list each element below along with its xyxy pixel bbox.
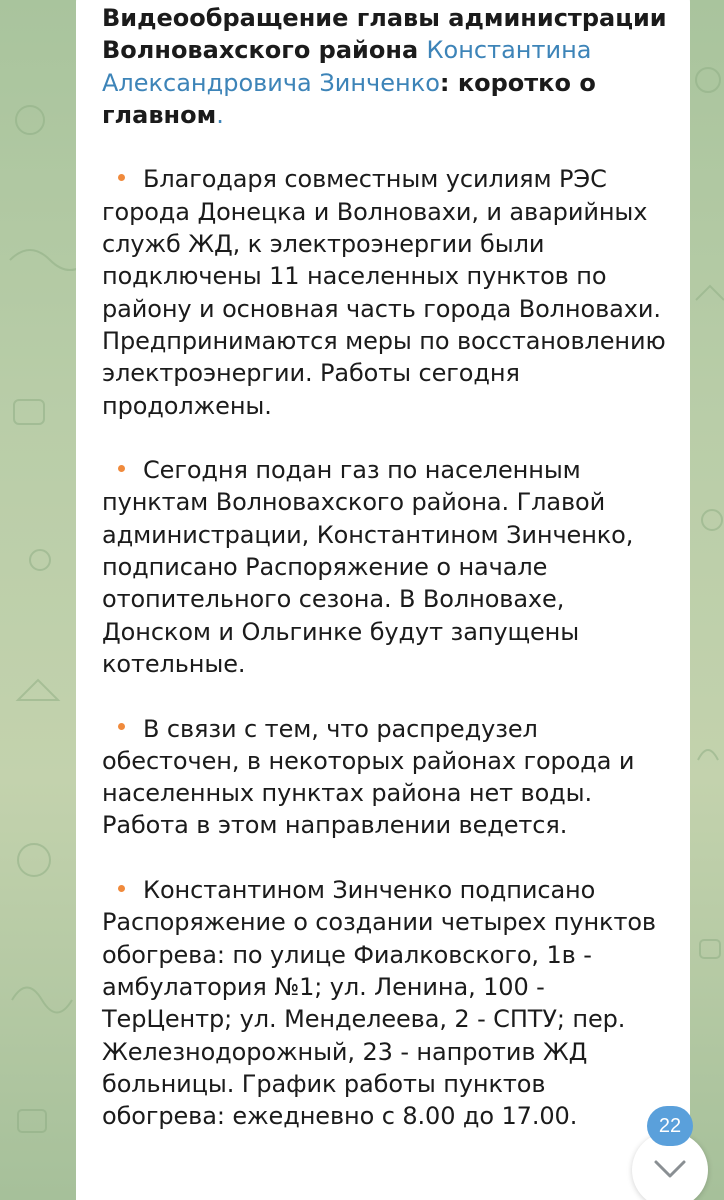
orange-bullet-icon: [118, 723, 125, 730]
headline-text-tail: : коротко о главном: [102, 68, 596, 129]
orange-bullet-icon: [118, 885, 125, 892]
paragraph-text: Благодаря совместным усилиям РЭС города Донецка и Волновахи, и аварийных служб ЖД, к электроэнергии были подключены 11 населенных пунктов по району и основная часть города Волновахи. Предпринимаются меры по восстановлению электроэнергии. Работы сегодня продолжены.: [102, 165, 666, 420]
paragraph-text: Сегодня подан газ по населенным пунктам Волновахского района. Главой администрации, Константином Зинченко, подписано Распоряжение о начале отопительного сезона. В Волновахе, Донском и Ольгинке будут запущены котельные.: [102, 456, 634, 678]
paragraph-text: В связи с тем, что распредузел обесточен, в некоторых районах города и населенных пунктах района нет воды. Работа в этом направлении ведется.: [102, 714, 635, 840]
message-paragraph: [102, 713, 670, 842]
paragraph-text: Константином Зинченко подписано Распоряжение о создании четырех пунктов обогрева: по улице Фиалковского, 1в - амбулатория №1; ул. Ленина, 100 - ТерЦентр; ул. Менделеева, 2 - СПТУ; пер. Железнодорожный, 23 - напротив ЖД больницы. График работы пунктов обогрева: ежедневно с 8.00 до 17.00.: [102, 876, 656, 1131]
unread-count-badge[interactable]: 22: [647, 1106, 693, 1146]
orange-bullet-icon: [118, 465, 125, 472]
author-mention-link[interactable]: Константина Александровича Зинченко: [102, 36, 592, 97]
message-headline: [102, 2, 670, 131]
message-paragraph: [102, 454, 670, 680]
message-paragraph: [102, 874, 670, 1132]
headline-period: .: [216, 100, 224, 129]
headline-text: Видеообращение главы администрации Волновахского района: [102, 4, 667, 65]
orange-bullet-icon: [118, 174, 125, 181]
chevron-down-icon: [652, 1156, 688, 1184]
message-bubble[interactable]: [76, 0, 690, 1200]
message-paragraph: [102, 163, 670, 421]
